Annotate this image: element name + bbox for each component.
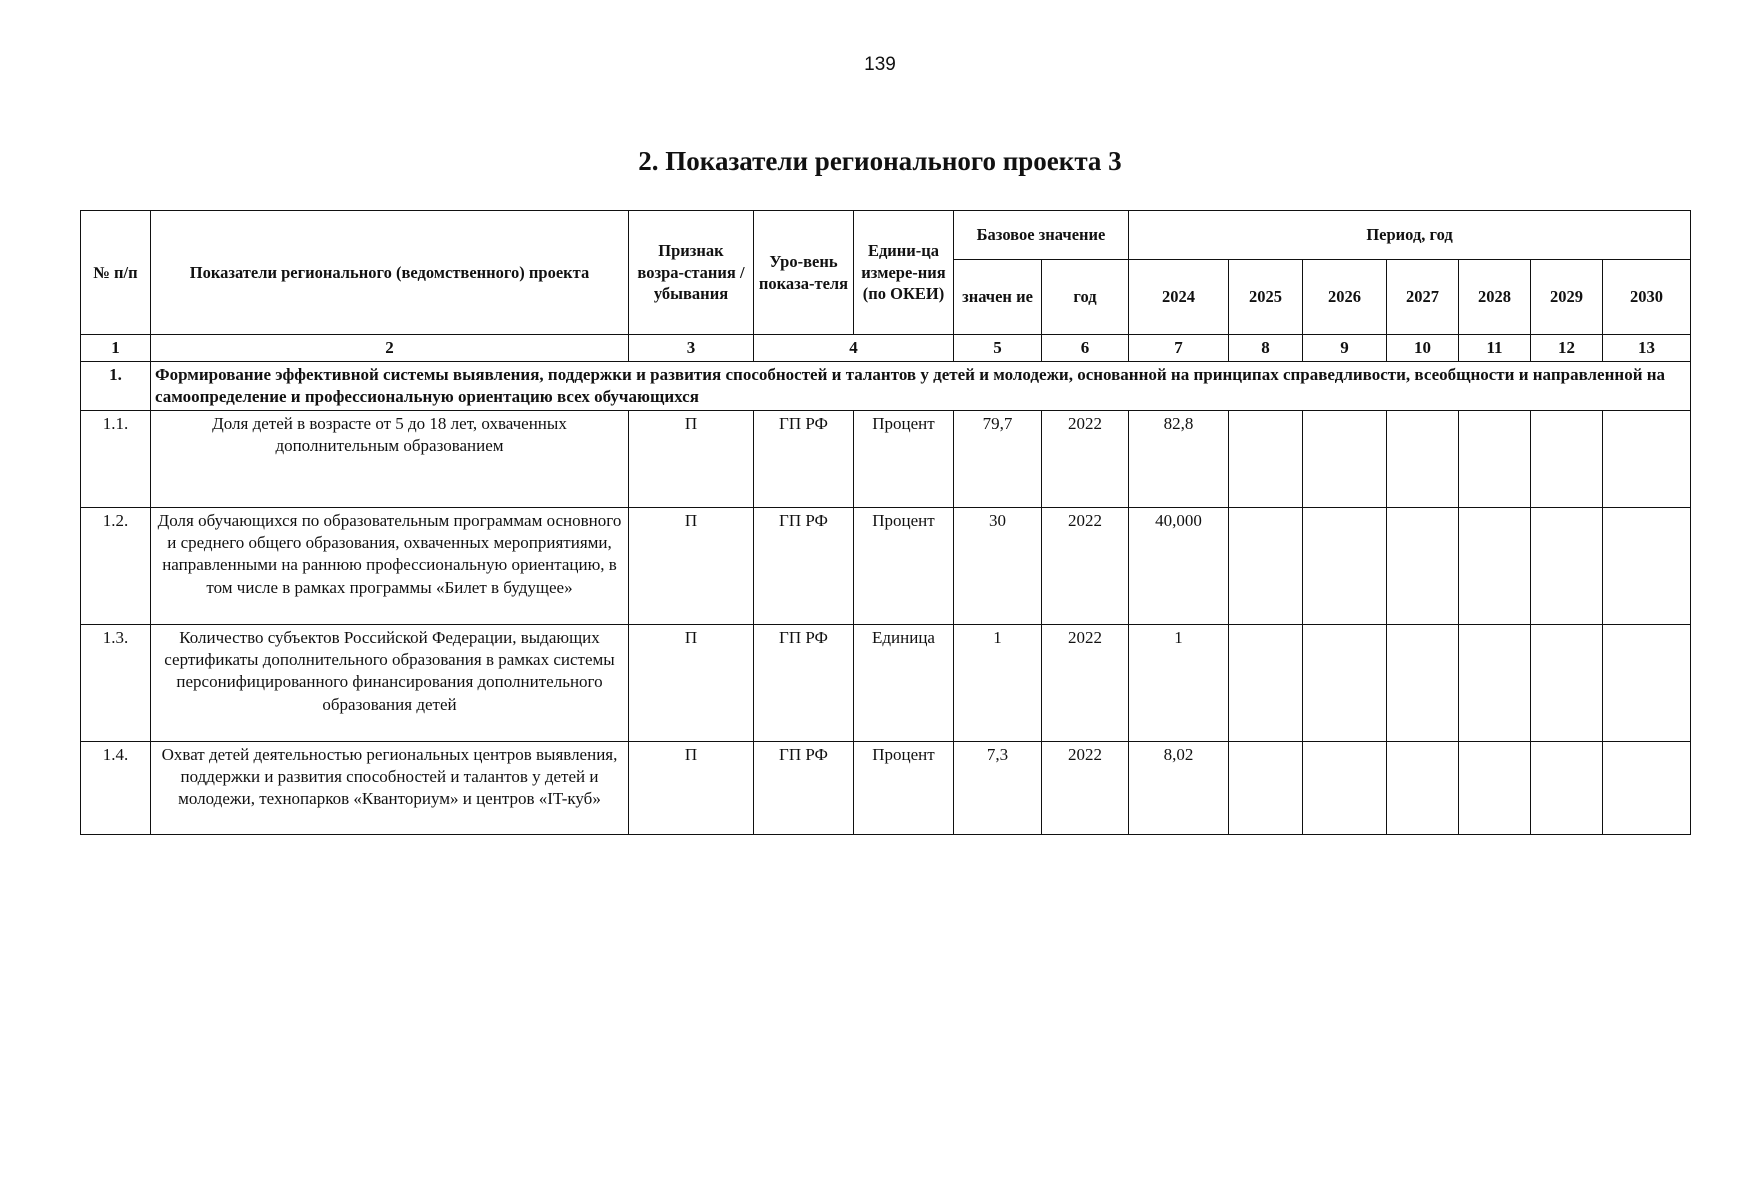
header-year: 2027 (1387, 260, 1459, 335)
row-indicator: Доля обучающихся по образовательным программам основного и среднего общего образования, охваченных мероприятиями, направленными на раннюю профессиональную ориентацию, в том числе в рамках программы «Билет в будущее» (151, 508, 629, 625)
row-value-2024: 82,8 (1129, 411, 1229, 508)
header-num: № п/п (81, 211, 151, 335)
row-sign: П (629, 508, 754, 625)
row-level: ГП РФ (754, 411, 854, 508)
row-unit: Единица (854, 625, 954, 742)
row-value-2029 (1531, 411, 1603, 508)
section-num: 1. (81, 362, 151, 411)
header-year: 2024 (1129, 260, 1229, 335)
header-base-value: значен ие (954, 260, 1042, 335)
row-value-2030 (1603, 625, 1691, 742)
section-row (81, 362, 1691, 411)
row-value-2024: 40,000 (1129, 508, 1229, 625)
table-row (81, 508, 1691, 625)
row-sign: П (629, 625, 754, 742)
row-unit: Процент (854, 508, 954, 625)
column-index: 5 (954, 335, 1042, 362)
row-level: ГП РФ (754, 508, 854, 625)
row-base-value: 1 (954, 625, 1042, 742)
header-period: Период, год (1129, 211, 1691, 260)
row-base-value: 30 (954, 508, 1042, 625)
column-index: 13 (1603, 335, 1691, 362)
row-value-2028 (1459, 508, 1531, 625)
header-indicator: Показатели регионального (ведомственного) проекта (151, 211, 629, 335)
header-unit: Едини-ца измере-ния (по ОКЕИ) (854, 211, 954, 335)
row-value-2024: 1 (1129, 625, 1229, 742)
row-value-2026 (1303, 625, 1387, 742)
row-value-2025 (1229, 508, 1303, 625)
row-value-2026 (1303, 742, 1387, 835)
row-value-2028 (1459, 742, 1531, 835)
row-indicator: Доля детей в возрасте от 5 до 18 лет, охваченных дополнительным образованием (151, 411, 629, 508)
row-value-2027 (1387, 742, 1459, 835)
row-base-year: 2022 (1042, 508, 1129, 625)
header-year: 2025 (1229, 260, 1303, 335)
row-num: 1.1. (81, 411, 151, 508)
row-value-2025 (1229, 411, 1303, 508)
row-level: ГП РФ (754, 742, 854, 835)
header-year: 2028 (1459, 260, 1531, 335)
row-value-2025 (1229, 625, 1303, 742)
header-row (81, 211, 1691, 260)
column-index: 2 (151, 335, 629, 362)
column-index-row (81, 335, 1691, 362)
row-num: 1.2. (81, 508, 151, 625)
column-index: 6 (1042, 335, 1129, 362)
header-sign: Признак возра-стания / убывания (629, 211, 754, 335)
row-value-2026 (1303, 508, 1387, 625)
row-value-2030 (1603, 508, 1691, 625)
header-level: Уро-вень показа-теля (754, 211, 854, 335)
row-sign: П (629, 742, 754, 835)
section-title: Формирование эффективной системы выявления, поддержки и развития способностей и талантов у детей и молодежи, основанной на принципах справедливости, всеобщности и направленной на самоопределение и профессиональную ориентацию всех обучающихся (151, 362, 1691, 411)
row-value-2029 (1531, 742, 1603, 835)
row-sign: П (629, 411, 754, 508)
column-index: 11 (1459, 335, 1531, 362)
column-index: 10 (1387, 335, 1459, 362)
row-num: 1.3. (81, 625, 151, 742)
row-value-2027 (1387, 625, 1459, 742)
row-value-2028 (1459, 625, 1531, 742)
row-value-2028 (1459, 411, 1531, 508)
page-title: 2. Показатели регионального проекта 3 (638, 146, 1122, 176)
page-number: 139 (864, 54, 896, 75)
header-base-year: год (1042, 260, 1129, 335)
row-value-2027 (1387, 411, 1459, 508)
header-year: 2026 (1303, 260, 1387, 335)
row-unit: Процент (854, 742, 954, 835)
row-indicator: Охват детей деятельностью региональных центров выявления, поддержки и развития способностей и талантов у детей и молодежи, технопарков «Кванториум» и центров «IT-куб» (151, 742, 629, 835)
row-value-2030 (1603, 742, 1691, 835)
row-base-year: 2022 (1042, 411, 1129, 508)
table-row (81, 625, 1691, 742)
header-year: 2030 (1603, 260, 1691, 335)
row-unit: Процент (854, 411, 954, 508)
column-index: 4 (754, 335, 954, 362)
row-value-2030 (1603, 411, 1691, 508)
column-index: 12 (1531, 335, 1603, 362)
column-index: 1 (81, 335, 151, 362)
column-index: 3 (629, 335, 754, 362)
row-base-value: 79,7 (954, 411, 1042, 508)
column-index: 8 (1229, 335, 1303, 362)
column-index: 7 (1129, 335, 1229, 362)
column-index: 9 (1303, 335, 1387, 362)
table-row (81, 742, 1691, 835)
row-value-2029 (1531, 625, 1603, 742)
table-row (81, 411, 1691, 508)
row-base-year: 2022 (1042, 742, 1129, 835)
row-base-value: 7,3 (954, 742, 1042, 835)
row-value-2024: 8,02 (1129, 742, 1229, 835)
row-value-2026 (1303, 411, 1387, 508)
row-num: 1.4. (81, 742, 151, 835)
row-value-2027 (1387, 508, 1459, 625)
header-base: Базовое значение (954, 211, 1129, 260)
row-base-year: 2022 (1042, 625, 1129, 742)
row-value-2029 (1531, 508, 1603, 625)
indicators-table (80, 210, 1691, 835)
row-indicator: Количество субъектов Российской Федерации, выдающих сертификаты дополнительного образования в рамках системы персонифицированного финансирования дополнительного образования детей (151, 625, 629, 742)
header-year: 2029 (1531, 260, 1603, 335)
row-value-2025 (1229, 742, 1303, 835)
row-level: ГП РФ (754, 625, 854, 742)
